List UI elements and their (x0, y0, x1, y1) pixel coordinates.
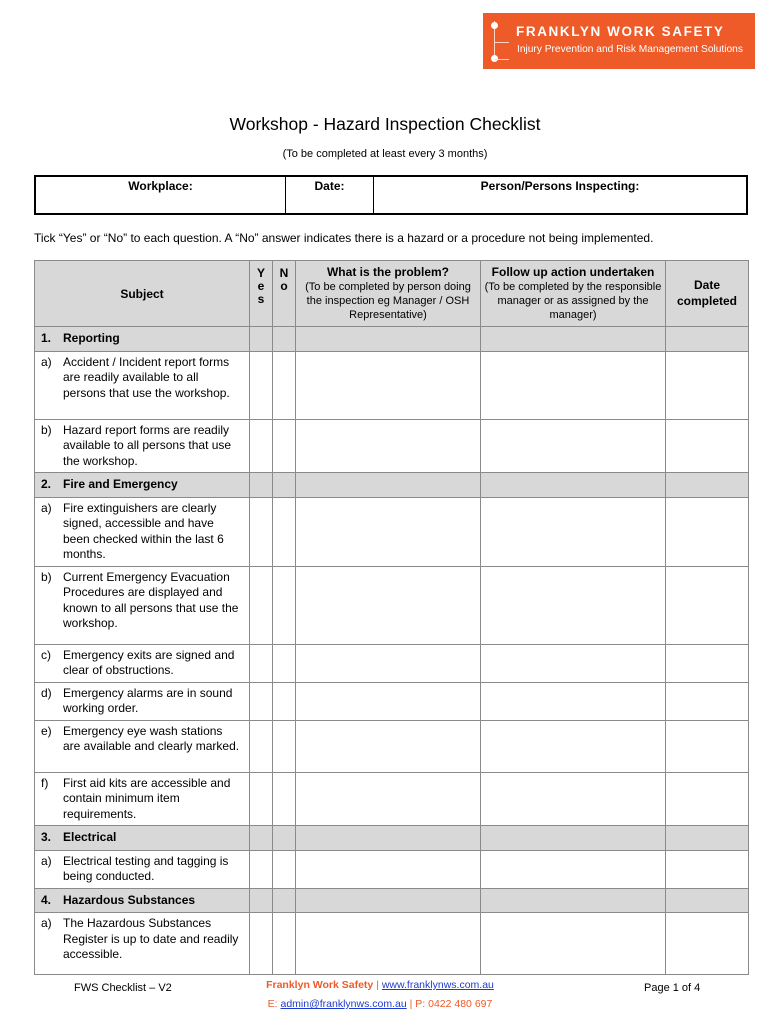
section-blank-cell (666, 473, 749, 498)
section-blank-cell (481, 826, 666, 851)
footer-company: Franklyn Work Safety (266, 979, 374, 991)
footer-contact: Franklyn Work Safety | www.franklynws.com.au E: admin@franklynws.com.au | P: 0422 480 697 (266, 979, 494, 1010)
follow-up-cell[interactable] (481, 772, 666, 826)
logo-tagline: Injury Prevention and Risk Management Solutions (517, 44, 743, 55)
section-blank-cell (481, 473, 666, 498)
yes-checkbox-cell[interactable] (250, 772, 273, 826)
problem-cell[interactable] (296, 644, 481, 682)
yes-checkbox-cell[interactable] (250, 497, 273, 566)
checklist-item-row (35, 682, 749, 720)
email-link[interactable]: admin@franklynws.com.au (280, 998, 407, 1010)
item-subject: f) First aid kits are accessible and contain minimum item requirements. (35, 772, 250, 826)
no-checkbox-cell[interactable] (273, 419, 296, 473)
item-subject: e) Emergency eye wash stations are available and clearly marked. (35, 720, 250, 772)
no-checkbox-cell[interactable] (273, 772, 296, 826)
problem-cell[interactable] (296, 720, 481, 772)
date-completed-header: Date completed (666, 261, 749, 327)
section-blank-cell (666, 888, 749, 913)
problem-cell[interactable] (296, 850, 481, 888)
section-title: 3. Electrical (35, 826, 250, 851)
yes-checkbox-cell[interactable] (250, 720, 273, 772)
date-label: Date: (314, 179, 345, 193)
checklist-item-row (35, 720, 749, 772)
checklist-item-row (35, 850, 749, 888)
website-link[interactable]: www.franklynws.com.au (381, 979, 494, 991)
page-title: Workshop - Hazard Inspection Checklist (229, 114, 541, 134)
section-blank-cell (296, 327, 481, 352)
section-blank-cell (296, 888, 481, 913)
section-title: 1. Reporting (35, 327, 250, 352)
item-subject: b) Hazard report forms are readily available to all persons that use the workshop. (35, 419, 250, 473)
company-logo (483, 13, 755, 69)
follow-up-cell[interactable] (481, 497, 666, 566)
no-checkbox-cell[interactable] (273, 913, 296, 975)
no-checkbox-cell[interactable] (273, 682, 296, 720)
logo-name: FRANKLYN WORK SAFETY (516, 24, 725, 39)
page-subtitle: (To be completed at least every 3 months) (282, 148, 488, 160)
item-subject: a) Fire extinguishers are clearly signed, accessible and have been checked within the last 6 months. (35, 497, 250, 566)
page-number: Page 1 of 4 (644, 982, 701, 994)
persons-inspecting-field[interactable] (374, 177, 746, 213)
no-checkbox-cell[interactable] (273, 850, 296, 888)
section-blank-cell (273, 826, 296, 851)
footer-phone: | P: 0422 480 697 (406, 998, 493, 1010)
section-row (35, 888, 749, 913)
item-subject: c) Emergency exits are signed and clear of obstructions. (35, 644, 250, 682)
section-blank-cell (250, 327, 273, 352)
table-header-row (35, 261, 749, 327)
section-title: 4. Hazardous Substances (35, 888, 250, 913)
problem-cell[interactable] (296, 419, 481, 473)
item-subject: b) Current Emergency Evacuation Procedures are displayed and known to all persons that use the workshop. (35, 566, 250, 644)
yes-checkbox-cell[interactable] (250, 682, 273, 720)
checklist-item-row (35, 644, 749, 682)
follow-up-cell[interactable] (481, 566, 666, 644)
follow-up-cell[interactable] (481, 913, 666, 975)
date-completed-cell[interactable] (666, 720, 749, 772)
yes-checkbox-cell[interactable] (250, 850, 273, 888)
checklist-table (34, 260, 749, 975)
item-subject: a) Accident / Incident report forms are readily available to all persons that use the workshop. (35, 351, 250, 419)
date-completed-cell[interactable] (666, 419, 749, 473)
yes-checkbox-cell[interactable] (250, 913, 273, 975)
section-blank-cell (481, 888, 666, 913)
yes-header: Y e s (250, 261, 273, 327)
section-blank-cell (273, 473, 296, 498)
no-checkbox-cell[interactable] (273, 720, 296, 772)
checklist-item-row (35, 566, 749, 644)
follow-up-cell[interactable] (481, 351, 666, 419)
section-blank-cell (250, 826, 273, 851)
section-blank-cell (250, 888, 273, 913)
problem-header: What is the problem? (To be completed by person doing the inspection eg Manager / OSH Representative) (296, 261, 481, 327)
section-row (35, 826, 749, 851)
section-row (35, 327, 749, 352)
checklist-item-row (35, 419, 749, 473)
section-blank-cell (273, 327, 296, 352)
date-completed-cell[interactable] (666, 497, 749, 566)
follow-up-cell[interactable] (481, 419, 666, 473)
problem-cell[interactable] (296, 772, 481, 826)
follow-up-header: Follow up action undertaken (To be completed by the responsible manager or as assigned by the manager) (481, 261, 666, 327)
no-checkbox-cell[interactable] (273, 497, 296, 566)
item-subject: a) The Hazardous Substances Register is up to date and readily accessible. (35, 913, 250, 975)
problem-cell[interactable] (296, 351, 481, 419)
yes-checkbox-cell[interactable] (250, 566, 273, 644)
section-blank-cell (296, 473, 481, 498)
no-header: N o (273, 261, 296, 327)
yes-checkbox-cell[interactable] (250, 644, 273, 682)
item-subject: d) Emergency alarms are in sound working order. (35, 682, 250, 720)
follow-up-cell[interactable] (481, 850, 666, 888)
section-blank-cell (666, 327, 749, 352)
checklist-item-row (35, 913, 749, 975)
section-blank-cell (273, 888, 296, 913)
workplace-label: Workplace: (128, 179, 193, 193)
no-checkbox-cell[interactable] (273, 566, 296, 644)
yes-checkbox-cell[interactable] (250, 351, 273, 419)
section-blank-cell (481, 327, 666, 352)
section-blank-cell (296, 826, 481, 851)
date-field[interactable] (286, 177, 374, 213)
problem-cell[interactable] (296, 497, 481, 566)
date-completed-cell[interactable] (666, 850, 749, 888)
no-checkbox-cell[interactable] (273, 351, 296, 419)
date-completed-cell[interactable] (666, 351, 749, 419)
yes-checkbox-cell[interactable] (250, 419, 273, 473)
item-subject: a) Electrical testing and tagging is being conducted. (35, 850, 250, 888)
follow-up-cell[interactable] (481, 682, 666, 720)
logo-mark (483, 13, 513, 69)
date-completed-cell[interactable] (666, 644, 749, 682)
section-blank-cell (250, 473, 273, 498)
checklist-item-row (35, 351, 749, 419)
section-blank-cell (666, 826, 749, 851)
follow-up-cell[interactable] (481, 720, 666, 772)
checklist-item-row (35, 497, 749, 566)
footer-version: FWS Checklist – V2 (74, 982, 172, 994)
subject-header: Subject (35, 261, 250, 327)
date-completed-cell[interactable] (666, 682, 749, 720)
problem-cell[interactable] (296, 566, 481, 644)
date-completed-cell[interactable] (666, 566, 749, 644)
section-title: 2. Fire and Emergency (35, 473, 250, 498)
date-completed-cell[interactable] (666, 913, 749, 975)
follow-up-cell[interactable] (481, 644, 666, 682)
no-checkbox-cell[interactable] (273, 644, 296, 682)
inspection-info-box (34, 175, 748, 215)
section-row (35, 473, 749, 498)
problem-cell[interactable] (296, 682, 481, 720)
checklist-item-row (35, 772, 749, 826)
persons-label: Person/Persons Inspecting: (480, 179, 640, 193)
problem-cell[interactable] (296, 913, 481, 975)
date-completed-cell[interactable] (666, 772, 749, 826)
workplace-field[interactable] (36, 177, 286, 213)
instruction-text: Tick “Yes” or “No” to each question. A “No” answer indicates there is a hazard or a procedure not being implemented. (34, 231, 654, 245)
